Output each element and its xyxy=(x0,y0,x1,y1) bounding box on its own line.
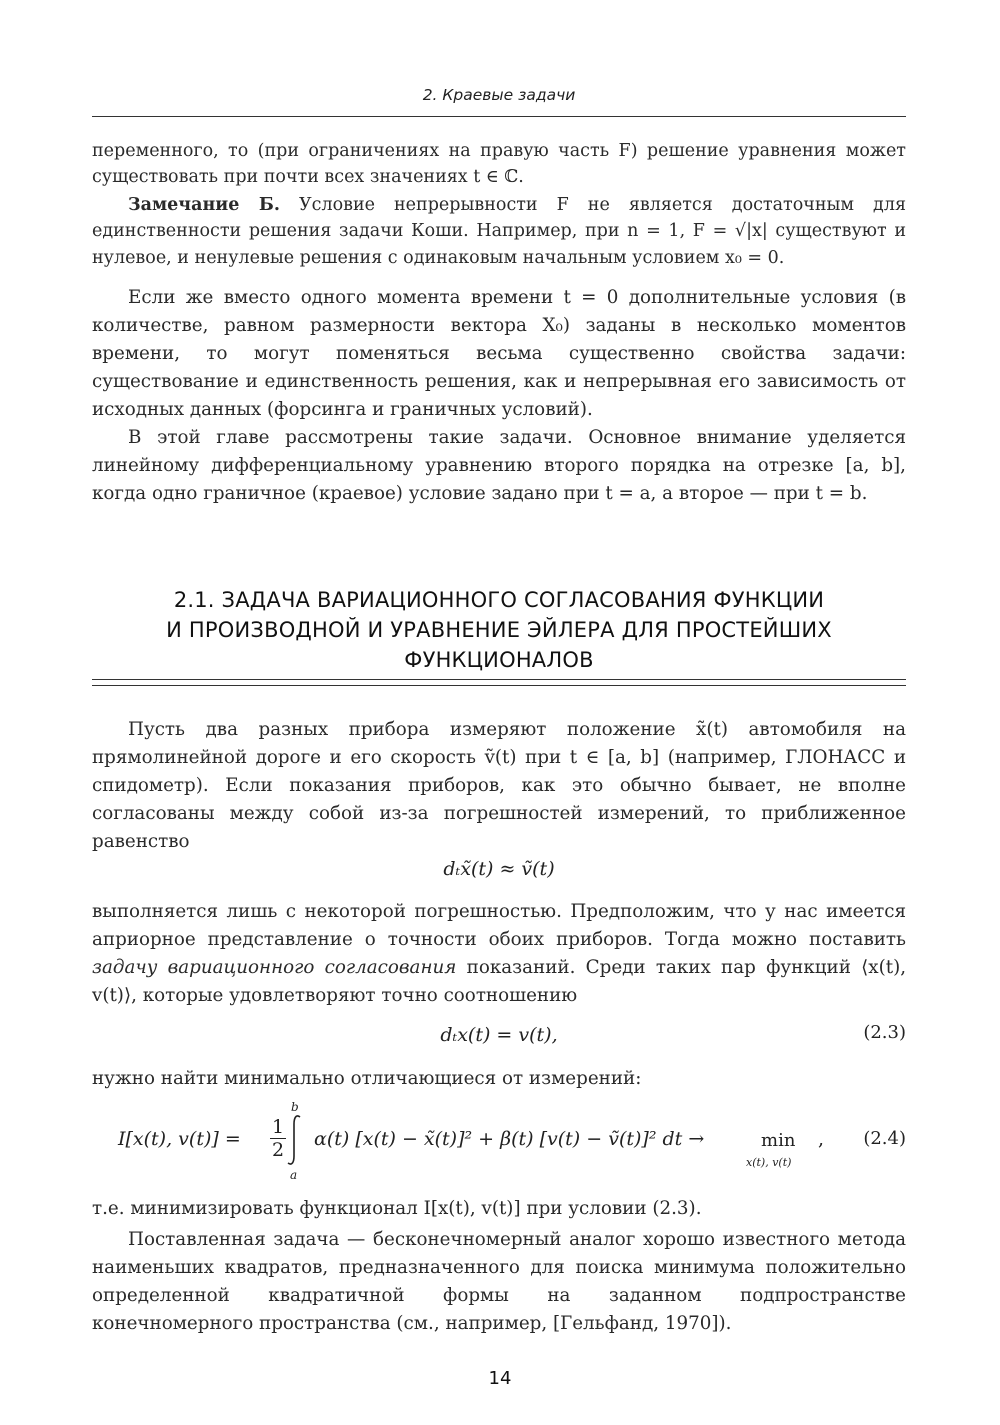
formula-comma: , xyxy=(818,1128,825,1150)
remark-paragraph xyxy=(92,192,906,271)
p6-text-after: показаний. Среди таких пар функций ⟨x(t), v(t)⟩, которые удовлетворяют точно соотношению xyxy=(92,957,907,1006)
fraction-denominator: 2 xyxy=(272,1139,285,1161)
min-operator: min xyxy=(761,1130,796,1151)
paragraph-variational-task xyxy=(92,898,906,1010)
section-title-line-1: 2.1. ЗАДАЧА ВАРИАЦИОННОГО СОГЛАСОВАНИЯ ФУНКЦИИ xyxy=(173,588,825,612)
formula-approx-equality: dₜx̃(t) ≈ ṽ(t) xyxy=(443,858,555,880)
formula-functional xyxy=(118,1100,838,1186)
integral-lower-limit: a xyxy=(290,1168,298,1182)
equation-number-2-3: (2.3) xyxy=(863,1022,906,1043)
integral-upper-limit: b xyxy=(291,1100,299,1114)
paragraph-boundary-conditions: Если же вместо одного момента времени t = 0 дополнительные условия (в количестве, равном размерности вектора X₀) заданы в несколько моментов времени, то могут поменяться весьма существенно свойства задачи: существование и единственность решения, как и непрерывная его зависимость от исходных данных (форсинга и граничных условий). xyxy=(92,287,906,420)
min-subscript: x(t), v(t) xyxy=(746,1156,792,1169)
section-double-rule xyxy=(92,679,906,686)
p6-text-before: выполняется лишь с некоторой погрешностью. Предположим, что у нас имеется априорное представление о точности обоих приборов. Тогда можно поставить xyxy=(92,901,906,950)
section-title-line-2: И ПРОИЗВОДНОЙ И УРАВНЕНИЕ ЭЙЛЕРА ДЛЯ ПРОСТЕЙШИХ xyxy=(166,618,832,642)
paragraph-continuation: переменного, то (при ограничениях на правую часть F) решение уравнения может существовать при почти всех значениях t ∈ ℂ. xyxy=(92,141,906,188)
functional-integrand: α(t) [x(t) − x̃(t)]² + β(t) [v(t) − ṽ(t)]² dt → xyxy=(314,1128,705,1150)
paragraph-devices: Пусть два разных прибора измеряют положение x̃(t) автомобиля на прямолинейной дороге и его скорость ṽ(t) при t ∈ [a, b] (например, ГЛОНАСС и спидометр). Если показания приборов, как это обычно бывает, не вполне согласованы между собой из-за погрешностей измерений, то приближенное равенство xyxy=(92,719,906,852)
section-title-line-3: ФУНКЦИОНАЛОВ xyxy=(404,648,594,672)
paragraph-minimize-functional: т.е. минимизировать функционал I[x(t), v(t)] при условии (2.3). xyxy=(92,1198,702,1219)
running-header: 2. Краевые задачи xyxy=(422,86,576,104)
page-number: 14 xyxy=(488,1368,512,1389)
header-rule xyxy=(92,116,906,117)
functional-lhs: I[x(t), v(t)] = xyxy=(118,1128,241,1150)
p6-emphasis: задачу вариационного согласования xyxy=(92,957,457,978)
fraction-numerator: 1 xyxy=(272,1116,285,1138)
section-heading xyxy=(92,585,906,675)
integral-sign-icon xyxy=(285,1114,305,1166)
equation-number-2-4: (2.4) xyxy=(863,1128,906,1149)
remark-label: Замечание Б. xyxy=(128,195,280,215)
remark-text: Условие непрерывности F не является достаточным для единственности решения задачи Коши. Например, при n = 1, F = √|x| существуют и нулевое, и ненулевые решения с одинаковым начальным условием x₀ = 0. xyxy=(92,195,906,268)
paragraph-chapter-overview: В этой главе рассмотрены такие задачи. Основное внимание уделяется линейному дифференциальному уравнению второго порядка на отрезке [a, b], когда одно граничное (краевое) условие задано при t = a, а второе — при t = b. xyxy=(92,427,906,504)
formula-derivative-constraint: dₜx(t) = v(t), xyxy=(440,1024,558,1046)
paragraph-find-minimal: нужно найти минимально отличающиеся от измерений: xyxy=(92,1068,642,1089)
fraction-one-half xyxy=(270,1116,286,1161)
paragraph-least-squares: Поставленная задача — бесконечномерный аналог хорошо известного метода наименьших квадратов, предназначенного для поиска минимума положительно определенной квадратичной формы на заданном подпространстве конечномерного пространства (см., например, [Гельфанд, 1970]). xyxy=(92,1229,906,1334)
